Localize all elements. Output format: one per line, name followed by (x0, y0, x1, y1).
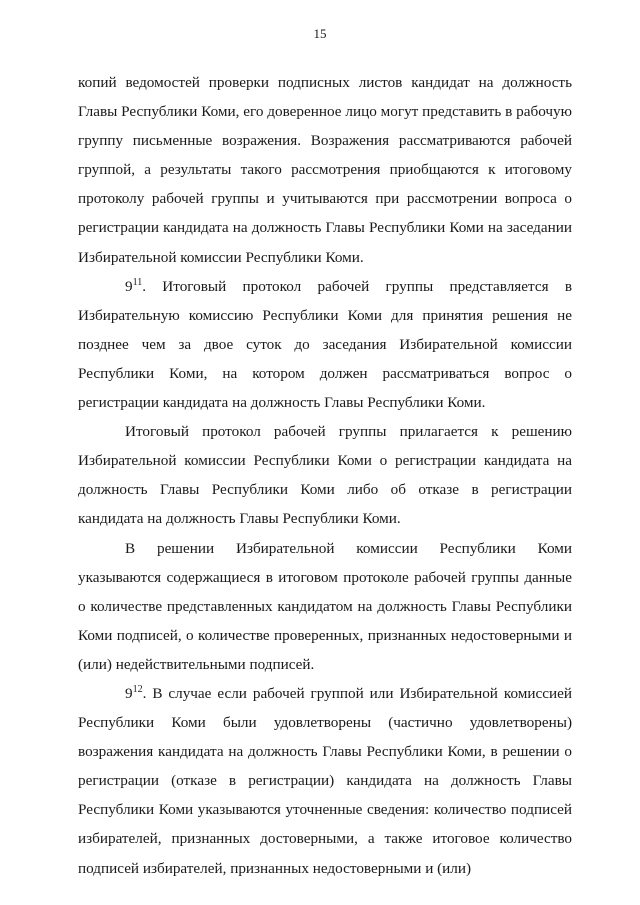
paragraph-9-12 (78, 679, 572, 883)
clause-number: 9 (125, 684, 133, 702)
clause-number: 9 (125, 277, 133, 295)
paragraph-continuation: копий ведомостей проверки подписных листов кандидат на должность Главы Республики Коми, его доверенное лицо могут представить в рабочую группу письменные возражения. Возражения рассматриваются рабочей группой, а результаты такого рассмотрения приобщаются к итоговому протоколу рабочей группы и учитываются при рассмотрении вопроса о регистрации кандидата на должность Главы Республики Коми на заседании Избирательной комиссии Республики Коми. (78, 74, 572, 266)
clause-text: . Итоговый протокол рабочей группы представляется в Избирательную комиссию Республики Коми для принятия решения не позднее чем за двое суток до заседания Избирательной комиссии Республики Коми, на котором должен рассматриваться вопрос о регистрации кандидата на должность Главы Республики Коми. (78, 277, 572, 412)
paragraph-9-11 (78, 272, 572, 417)
page-number: 15 (313, 26, 327, 41)
clause-superscript: 12 (132, 683, 143, 695)
clause-superscript: 11 (132, 276, 143, 288)
clause-text: . В случае если рабочей группой или Избирательной комиссией Республики Коми были удовлетворены (частично удовлетворены) возражения кандидата на должность Главы Республики Коми, в решении о регистрации (отказе в регистрации) кандидата на должность Главы Республики Коми указываются уточненные сведения: количество подписей избирателей, признанных достоверными, а также итоговое количество подписей избирателей, признанных недостоверными и (или) (78, 684, 572, 877)
paragraph-decision-rest: указываются содержащиеся в итоговом протоколе рабочей группы данные о количестве представленных кандидатом на должность Главы Республики Коми подписей, о количестве проверенных, признанных недостоверными и (или) недействительными подписей. (78, 568, 572, 673)
paragraph-protocol-attached: Итоговый протокол рабочей группы прилагается к решению Избирательной комиссии Республики Коми о регистрации кандидата на должность Главы Республики Коми либо об отказе в регистрации кандидата на должность Главы Республики Коми. (78, 423, 572, 528)
paragraph-decision-first-line: В решении Избирательной комиссии Республики Коми (125, 539, 572, 557)
document-body (78, 68, 572, 883)
